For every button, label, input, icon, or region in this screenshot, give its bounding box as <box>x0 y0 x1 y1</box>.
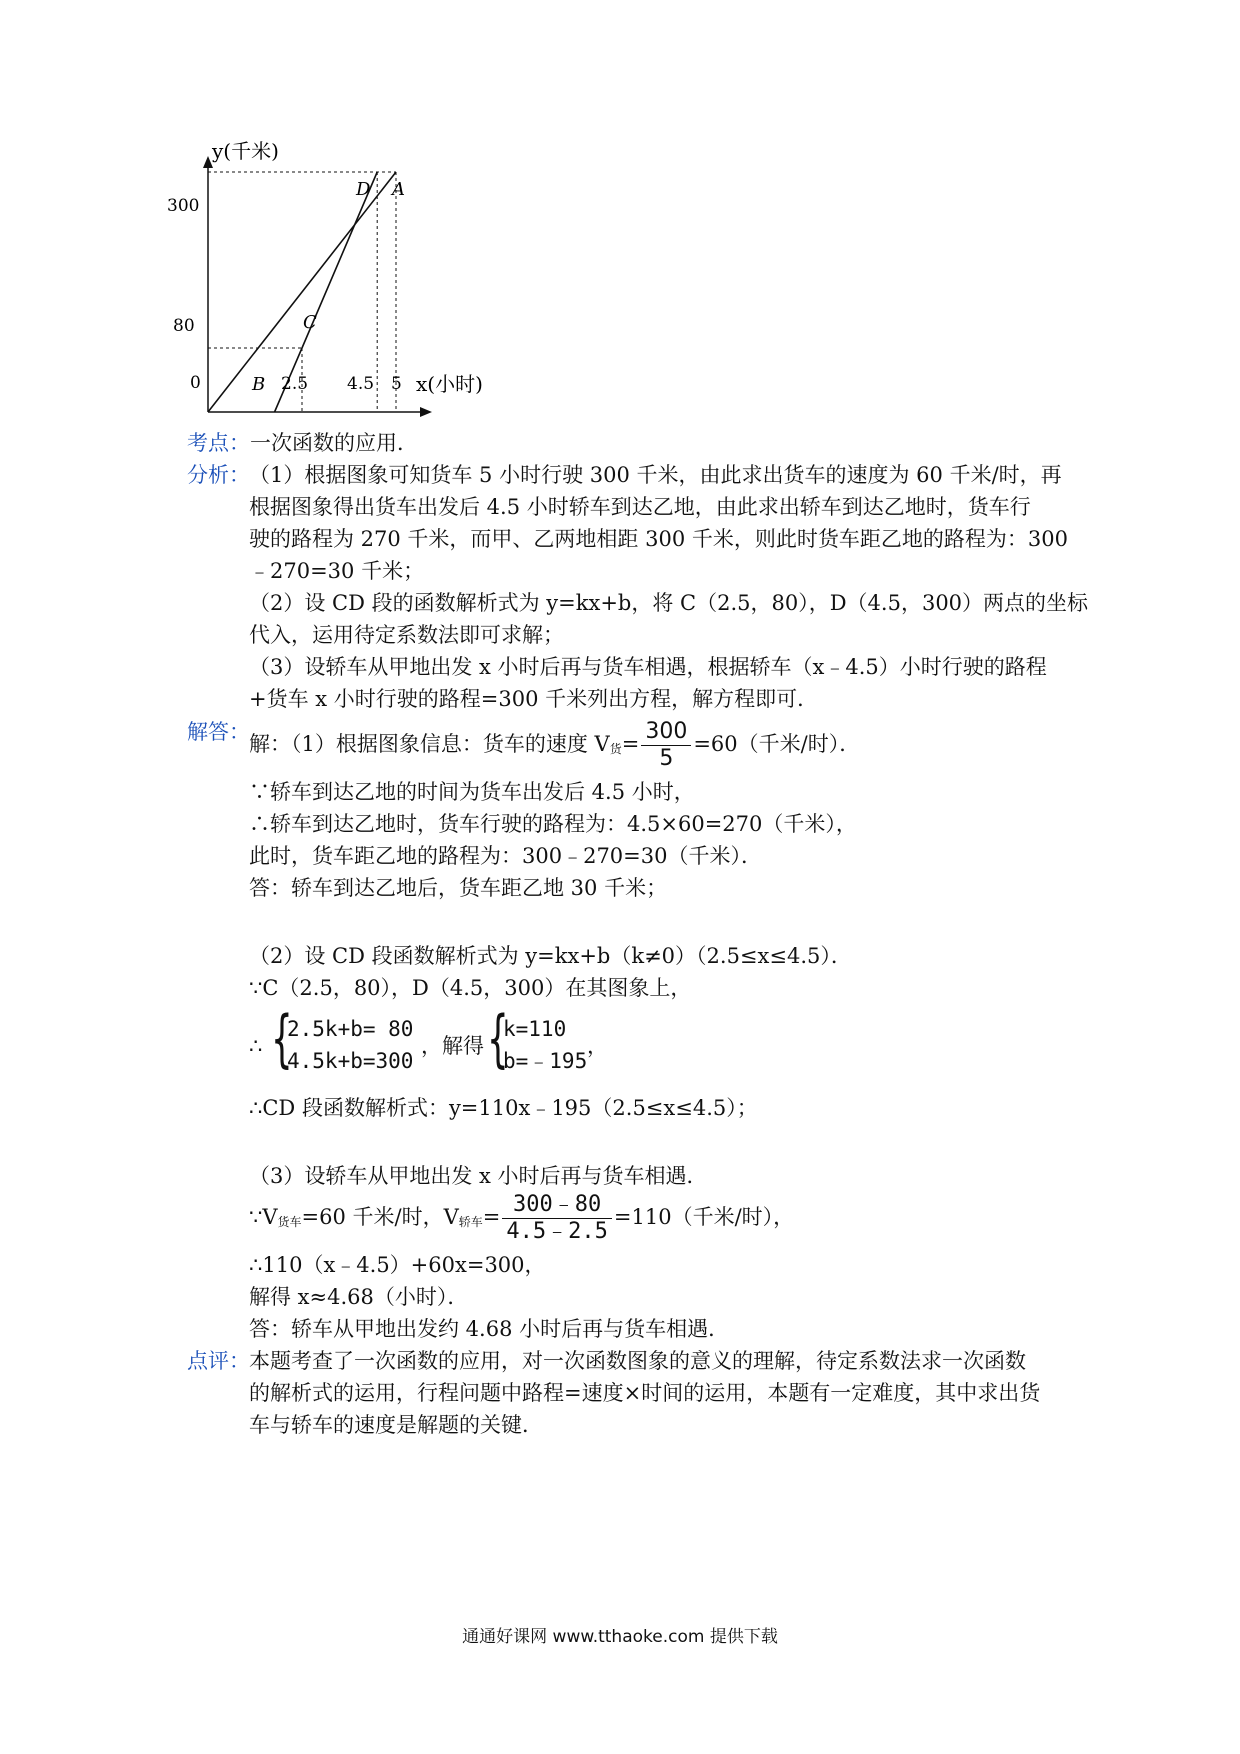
x-tick-2-5: 2.5 <box>281 374 309 394</box>
x-axis-arrow <box>420 407 432 417</box>
fenxi-label: 分析： <box>187 463 250 487</box>
fenxi-line: （1）根据图象可知货车 5 小时行驶 300 千米，由此求出货车的速度为 60 千米/时，再 <box>249 463 1062 487</box>
equals-sign: = <box>621 732 640 756</box>
fraction-denominator: 4.5﹣2.5 <box>506 1219 608 1244</box>
speed-subscript: 货 <box>609 742 622 756</box>
part2-line: （2）设 CD 段函数解析式为 y=kx+b（k≠0）（2.5≤x≤4.5）． <box>249 944 852 968</box>
part3-line: 答：轿车从甲地出发约 4.68 小时后再与货车相遇． <box>249 1317 730 1341</box>
dianping-line: 本题考查了一次函数的应用，对一次函数图象的意义的理解，待定系数法求一次函数 <box>249 1349 1026 1373</box>
fenxi-label-wrap <box>187 459 250 491</box>
truck-subscript: 货车 <box>277 1215 302 1229</box>
dianping-line: 的解析式的运用，行程问题中路程=速度×时间的运用，本题有一定难度，其中求出货 <box>249 1381 1041 1405</box>
step1-text: 解：（1）根据图象信息：货车的速度 V <box>249 732 610 756</box>
fenxi-line: 根据图象得出货车出发后 4.5 小时轿车到达乙地，由此求出轿车到达乙地时，货车行 <box>249 495 1031 519</box>
equals-sign: = <box>482 1205 501 1229</box>
footer-text: 通通好课网 www.tthaoke.com 提供下载 <box>462 1627 778 1647</box>
jieda-label-wrap <box>187 716 250 748</box>
speed-fraction <box>641 719 691 772</box>
jieda-step1 <box>249 716 860 777</box>
function-graph <box>167 139 560 450</box>
fenxi-line: （3）设轿车从甲地出发 x 小时后再与货车相遇，根据轿车（x﹣4.5）小时行驶的路程 <box>249 655 1047 679</box>
part2-line: ∵C（2.5，80），D（4.5，300）在其图象上， <box>249 976 692 1000</box>
point-label-c: C <box>303 312 317 333</box>
therefore-symbol: ∴ <box>249 1034 263 1058</box>
origin-label: 0 <box>190 373 201 393</box>
x-tick-5: 5 <box>391 374 402 394</box>
left-brace: { <box>487 1002 509 1075</box>
fenxi-line: +货车 x 小时行驶的路程=300 千米列出方程，解方程即可． <box>249 687 819 711</box>
system1-eq2: 4.5k+b=300 <box>287 1049 414 1073</box>
part3-line: ∴110（x﹣4.5）+60x=300， <box>249 1253 546 1277</box>
fraction-numerator: 300 <box>641 719 691 746</box>
dianping-label: 点评： <box>187 1349 250 1373</box>
car-speed-fraction <box>502 1192 611 1245</box>
x-axis-label: x(小时) <box>416 372 483 396</box>
jieda-line: ∴轿车到达乙地时，货车行驶的路程为：4.5×60=270（千米）， <box>249 812 857 836</box>
x-tick-4-5: 4.5 <box>347 374 375 394</box>
step1-result: =60（千米/时）． <box>693 732 861 756</box>
jieda-line: 此时，货车距乙地的路程为：300﹣270=30（千米）． <box>249 844 762 868</box>
y-tick-300: 300 <box>167 196 200 216</box>
fenxi-line: ﹣270=30 千米； <box>249 559 425 583</box>
part3-speed <box>249 1188 794 1251</box>
y-axis-label: y(千米) <box>212 139 279 163</box>
system2-eq2: b=﹣195 <box>503 1049 588 1073</box>
jieda-line: ∵轿车到达乙地的时间为货车出发后 4.5 小时， <box>249 780 695 804</box>
y-tick-80: 80 <box>173 316 195 336</box>
point-label-b: B <box>252 374 266 395</box>
point-label-d: D <box>356 179 371 200</box>
jieda-label: 解答： <box>187 720 250 744</box>
part3-line: 解得 x≈4.68（小时）． <box>249 1285 469 1309</box>
car-speed-result: =110（千米/时）， <box>613 1205 795 1229</box>
fenxi-line: （2）设 CD 段的函数解析式为 y=kx+b，将 C（2.5，80），D（4.5，300）两点的坐标 <box>249 591 1089 615</box>
speed-text: =60 千米/时，V <box>301 1205 459 1229</box>
speed-text: ∵V <box>249 1205 278 1229</box>
kaodian-label: 考点： <box>187 431 250 455</box>
kaodian-line <box>187 427 418 459</box>
fraction-numerator: 300﹣80 <box>502 1192 611 1219</box>
left-brace: { <box>271 1002 293 1075</box>
part3-line: （3）设轿车从甲地出发 x 小时后再与货车相遇． <box>249 1164 708 1188</box>
fenxi-line: 驶的路程为 270 千米，而甲、乙两地相距 300 千米，则此时货车距乙地的路程为：300 <box>249 527 1068 551</box>
kaodian-text: 一次函数的应用． <box>250 431 418 455</box>
system2-eq1: k=110 <box>503 1017 567 1041</box>
jieda-line: 答：轿车到达乙地后，货车距乙地 30 千米； <box>249 876 668 900</box>
fenxi-line: 代入，运用待定系数法即可求解； <box>249 623 564 647</box>
point-label-a: A <box>392 179 405 200</box>
system1-eq1: 2.5k+b= 80 <box>287 1017 414 1041</box>
car-subscript: 轿车 <box>458 1215 483 1229</box>
comma: ， <box>587 1034 608 1058</box>
fraction-denominator: 5 <box>659 746 674 771</box>
part2-result: ∴CD 段函数解析式：y=110x﹣195（2.5≤x≤4.5）； <box>249 1096 758 1120</box>
jiede-text: ，解得 <box>421 1034 484 1058</box>
dianping-line: 车与轿车的速度是解题的关键． <box>249 1413 543 1437</box>
dianping-label-wrap <box>187 1345 250 1377</box>
